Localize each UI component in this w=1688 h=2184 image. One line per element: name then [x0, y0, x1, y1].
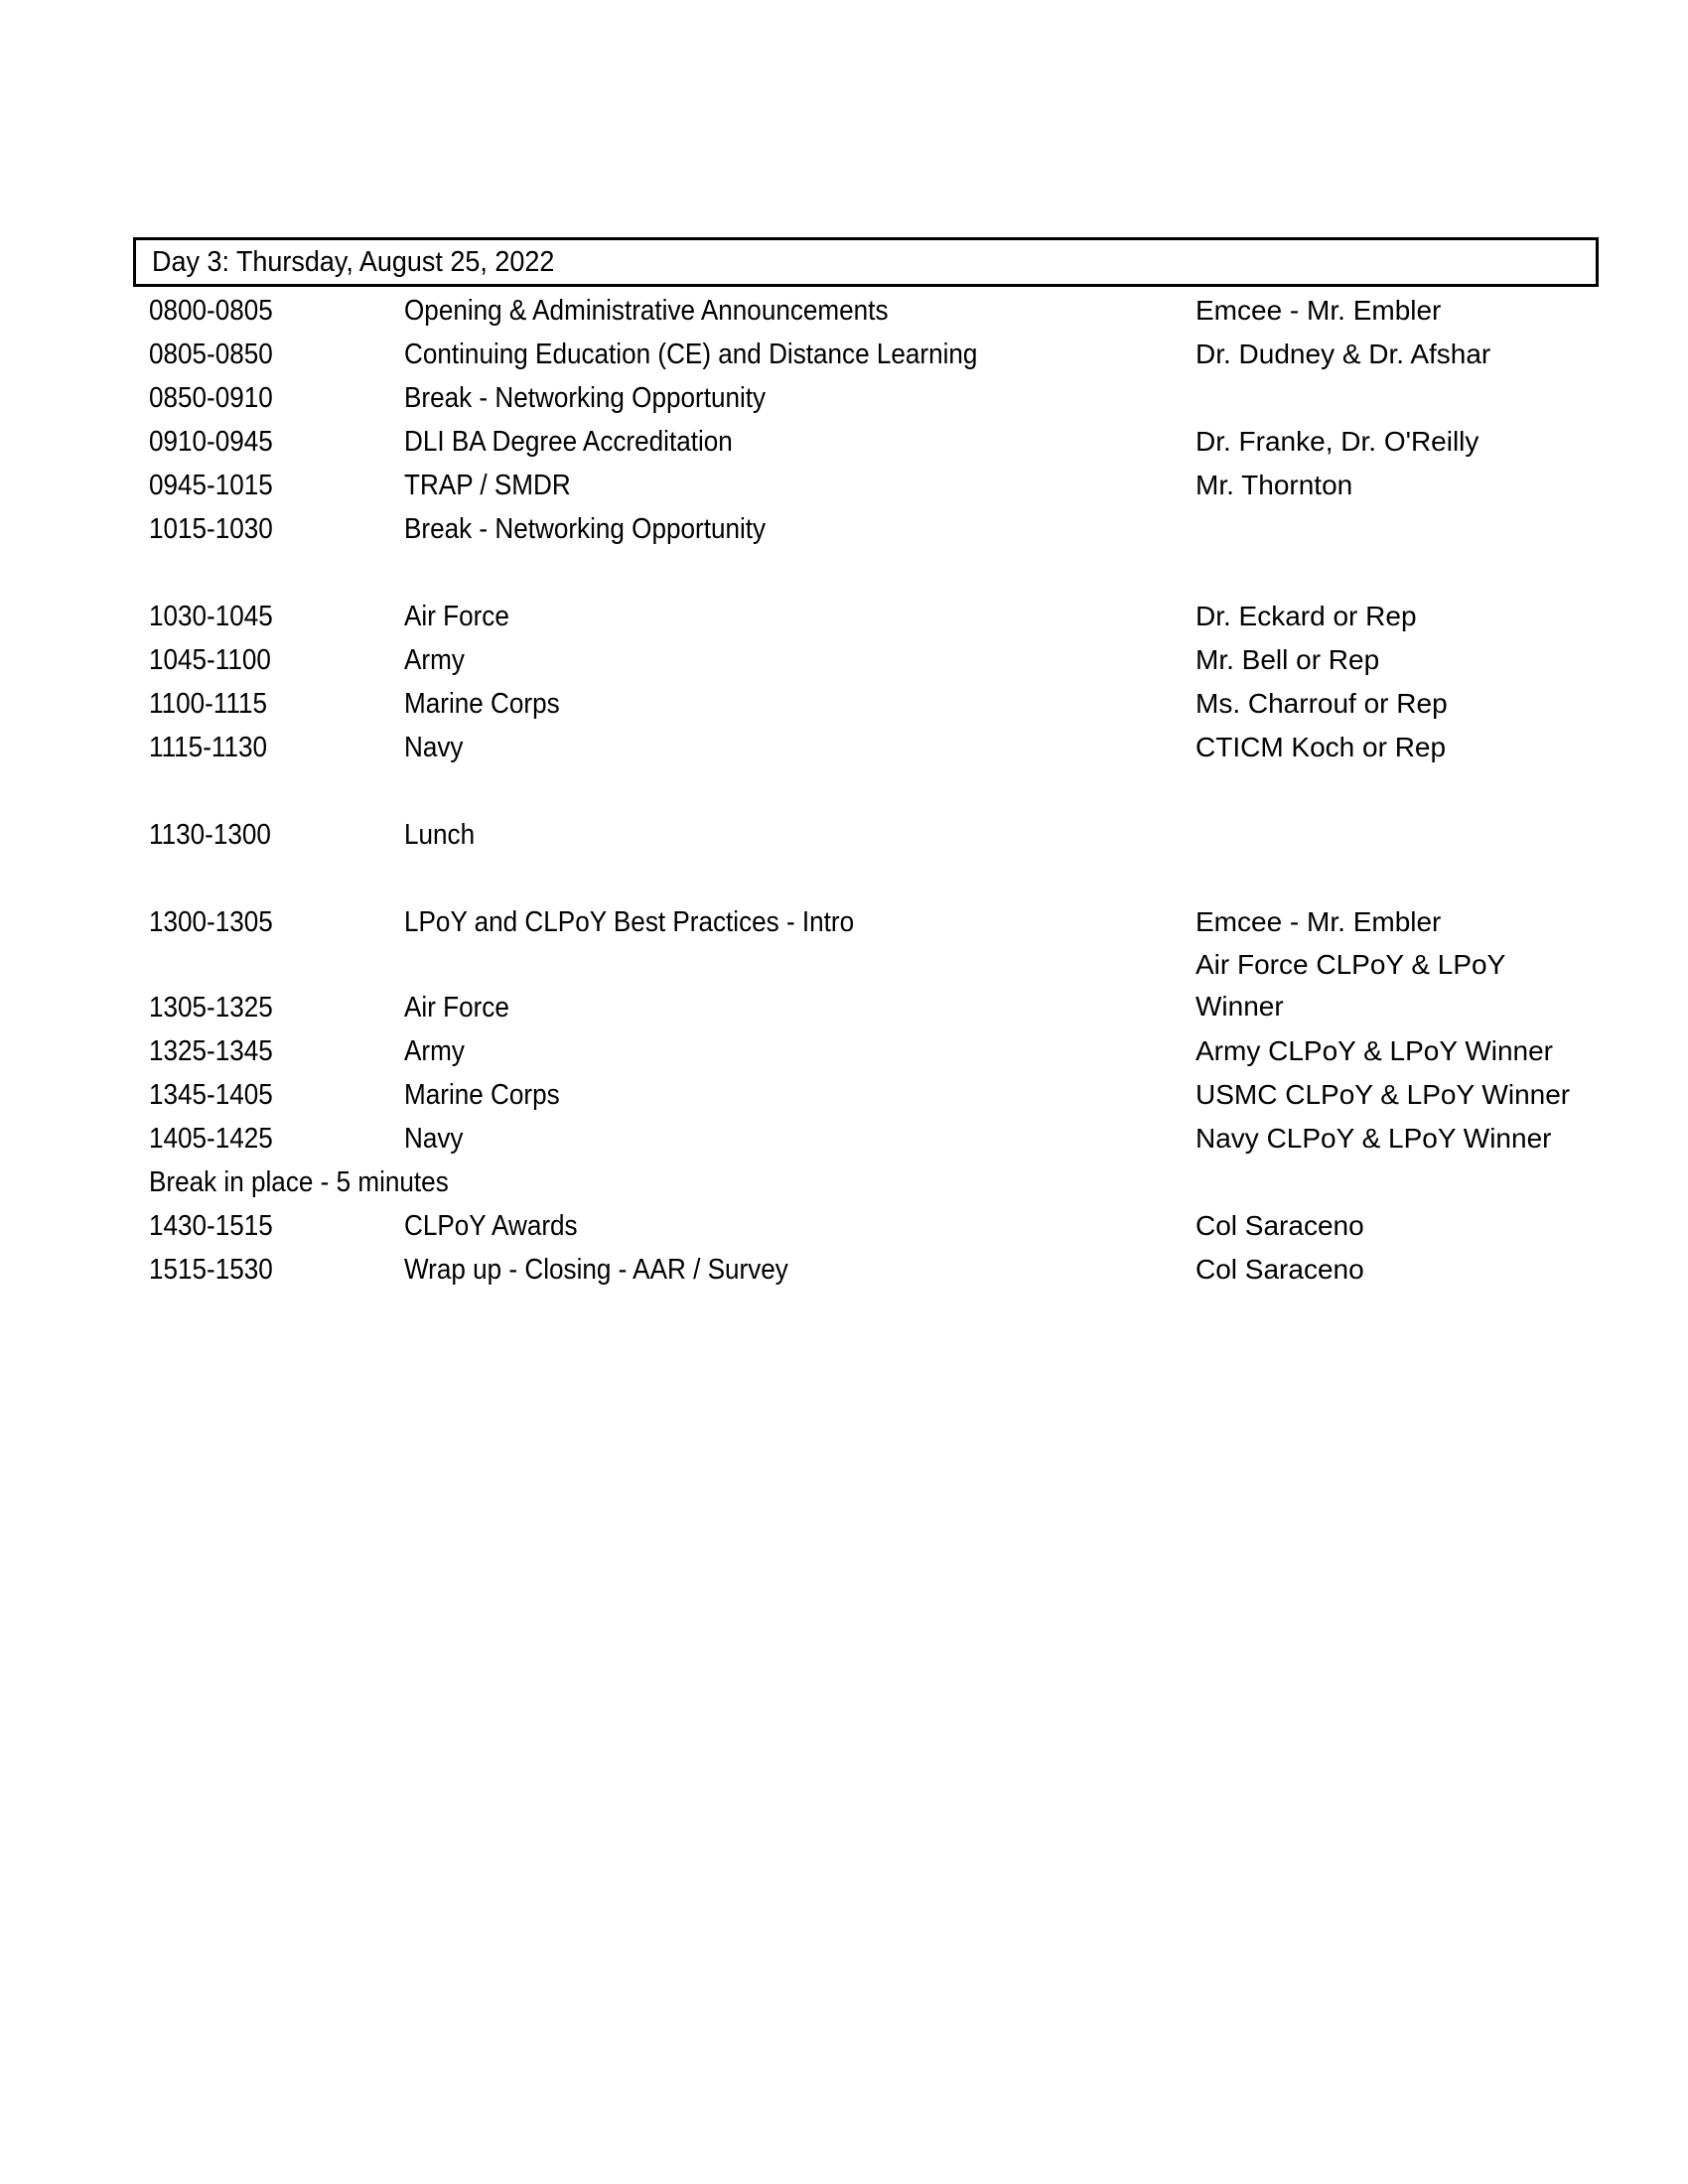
presenter-cell: CTICM Koch or Rep	[1196, 732, 1447, 762]
time-cell: 1405-1425	[149, 1123, 273, 1155]
schedule-row	[0, 420, 1688, 464]
activity-cell: Wrap up - Closing - AAR / Survey	[404, 1254, 788, 1286]
presenter-cell: Air Force CLPoY & LPoY Winner	[1196, 949, 1505, 1022]
time-cell: 0805-0850	[149, 339, 273, 370]
schedule-row	[0, 813, 1688, 857]
presenter-cell: Emcee - Mr. Embler	[1196, 906, 1442, 937]
activity-cell: Lunch	[404, 819, 476, 851]
activity-cell: LPoY and CLPoY Best Practices - Intro	[404, 906, 855, 938]
schedule-row	[0, 900, 1688, 944]
activity-cell: Opening & Administrative Announcements	[404, 295, 889, 327]
time-cell: 1300-1305	[149, 906, 273, 938]
spacer-row	[0, 551, 1688, 595]
time-cell: 1015-1030	[149, 513, 273, 545]
time-cell: 1030-1045	[149, 601, 273, 632]
time-cell: 0850-0910	[149, 382, 273, 414]
activity-cell: Marine Corps	[404, 1079, 560, 1111]
schedule-row	[0, 333, 1688, 376]
time-cell: 0910-0945	[149, 426, 273, 458]
time-cell: 0800-0805	[149, 295, 273, 327]
time-cell: 1045-1100	[149, 644, 271, 676]
activity-cell: Air Force	[404, 992, 509, 1024]
activity-cell: Marine Corps	[404, 688, 560, 720]
schedule-row	[0, 1073, 1688, 1117]
presenter-cell: Mr. Bell or Rep	[1196, 644, 1380, 675]
schedule-row	[0, 944, 1688, 1029]
time-cell: 1515-1530	[149, 1254, 273, 1286]
presenter-cell: Col Saraceno	[1196, 1254, 1364, 1285]
presenter-cell: Ms. Charrouf or Rep	[1196, 688, 1448, 719]
presenter-cell: Emcee - Mr. Embler	[1196, 295, 1442, 326]
presenter-cell: Dr. Franke, Dr. O'Reilly	[1196, 426, 1479, 457]
time-cell: 1345-1405	[149, 1079, 273, 1111]
schedule-table	[0, 289, 1688, 1292]
schedule-row	[0, 1204, 1688, 1248]
spacer-row	[0, 769, 1688, 813]
presenter-cell: Col Saraceno	[1196, 1210, 1364, 1241]
time-cell: 1430-1515	[149, 1210, 273, 1242]
presenter-cell: Dr. Eckard or Rep	[1196, 601, 1417, 631]
activity-cell: Navy	[404, 732, 464, 763]
schedule-row	[0, 1248, 1688, 1292]
time-cell: 1130-1300	[149, 819, 271, 851]
activity-cell: Continuing Education (CE) and Distance Learning	[404, 339, 978, 370]
schedule-row	[0, 638, 1688, 682]
schedule-row	[0, 726, 1688, 769]
time-cell: 0945-1015	[149, 470, 273, 501]
day-header-box	[133, 237, 1599, 287]
schedule-row	[0, 289, 1688, 333]
schedule-row	[0, 1117, 1688, 1160]
break-note: Break in place - 5 minutes	[149, 1166, 449, 1198]
presenter-cell: Navy CLPoY & LPoY Winner	[1196, 1123, 1552, 1154]
schedule-row	[0, 1029, 1688, 1073]
schedule-row	[0, 682, 1688, 726]
activity-cell: TRAP / SMDR	[404, 470, 571, 501]
time-cell: 1325-1345	[149, 1035, 273, 1067]
presenter-cell: Dr. Dudney & Dr. Afshar	[1196, 339, 1491, 369]
activity-cell: Army	[404, 644, 465, 676]
activity-cell: DLI BA Degree Accreditation	[404, 426, 733, 458]
schedule-row	[0, 376, 1688, 420]
day-header-title: Day 3: Thursday, August 25, 2022	[152, 246, 555, 278]
activity-cell: Break - Networking Opportunity	[404, 513, 767, 545]
time-cell: 1100-1115	[149, 688, 268, 720]
presenter-cell: Army CLPoY & LPoY Winner	[1196, 1035, 1554, 1066]
activity-cell: CLPoY Awards	[404, 1210, 578, 1242]
activity-cell: Air Force	[404, 601, 509, 632]
presenter-cell: USMC CLPoY & LPoY Winner	[1196, 1079, 1571, 1110]
activity-cell: Break - Networking Opportunity	[404, 382, 767, 414]
activity-cell: Navy	[404, 1123, 464, 1155]
time-cell: 1115-1130	[149, 732, 268, 763]
spacer-row	[0, 857, 1688, 900]
break-note-row	[0, 1160, 1688, 1204]
activity-cell: Army	[404, 1035, 465, 1067]
schedule-row	[0, 595, 1688, 638]
time-cell: 1305-1325	[149, 992, 273, 1024]
presenter-cell: Mr. Thornton	[1196, 470, 1353, 500]
schedule-row	[0, 507, 1688, 551]
schedule-row	[0, 464, 1688, 507]
